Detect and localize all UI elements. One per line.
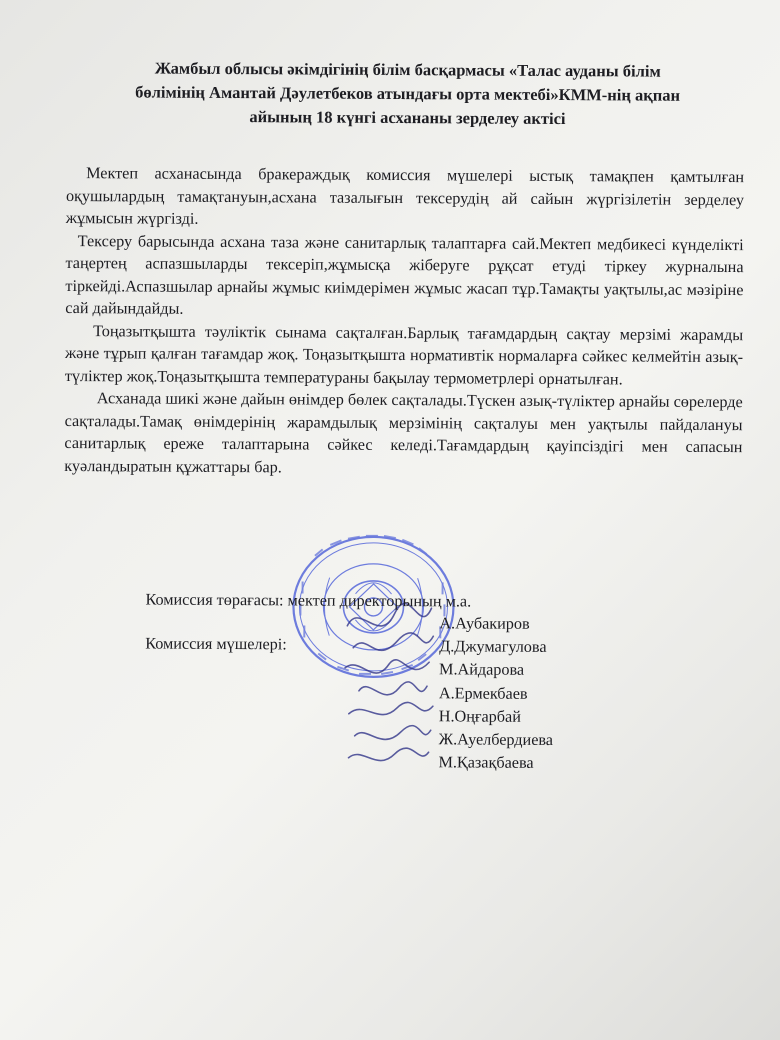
chair-label: Комиссия төрағасы: мектеп директорының м.а. bbox=[145, 590, 472, 611]
paragraph-2: Тексеру барысында асхана таза және санитарлық талаптарға сай.Мектеп медбикесі күнделікті таңертең аспазшыларды тексеріп,жұмысқа жіберуге рұқсат етуді тіркеу журналына тіркейді.Аспазшылар арнайы жұмыс киімдерімен жұмыс жасап тұр.Тамақты уақтылы,ас мәзіріне сай дайындайды. bbox=[65, 231, 744, 318]
title-line-3: айының 18 күнгі асхананы зерделеу актісі bbox=[249, 107, 566, 129]
paragraph-3: Тоңазытқышта тәуліктік сынама сақталған.Барлық тағамдардың сақтау мерзімі жарамды және тұрып қалған тағамдар жоқ. Тоңазытқышта нормативтік нормаларға сәйкес келмейтін азық-түліктер жоқ.Тоңазытқышта температураны бақылау термометрлері орнатылған. bbox=[64, 321, 744, 388]
member-name: Д.Джумагулова bbox=[439, 637, 547, 657]
member-name: М.Қазақбаева bbox=[438, 753, 534, 773]
paragraph-4: Асханада шикі және дайын өнімдер бөлек сақталады.Түскен азық-түліктер арнайы сөрелерде сақталады.Тамақ өнімдерінің жарамдылық мерзімінің сақталуы мен уақтылы пайдалануы санитарлық ереже талаптарына сәйкес келеді.Тағамдардың қауіпсіздігі мен сапасын куәландыратын құжаттары бар. bbox=[64, 389, 743, 476]
member-name: А.Аубакиров bbox=[439, 614, 530, 633]
members-label: Комиссия мүшелері: bbox=[145, 634, 287, 654]
paragraph-1: Мектеп асханасында бракераждық комиссия мүшелері ыстық тамақпен қамтылған оқушылардың тамақтануын,асхана тазалығын тексерудің ай сайын жүргізілетін зерделеу жұмысын жүргізді. bbox=[65, 164, 745, 228]
member-name: М.Айдарова bbox=[439, 660, 525, 680]
member-name: Ж.Ауелбердиева bbox=[438, 730, 554, 750]
member-name: Н.Оңғарбай bbox=[438, 707, 521, 726]
title-line-1: Жамбыл облысы әкімдігінің білім басқармасы «Талас ауданы білім bbox=[154, 58, 661, 81]
title-line-2: бөлімінің Амантай Дәулетбеков атындағы орта мектебі»КММ-нің ақпан bbox=[135, 82, 681, 105]
member-name: А.Ермекбаев bbox=[438, 683, 528, 703]
member-names bbox=[438, 612, 553, 775]
